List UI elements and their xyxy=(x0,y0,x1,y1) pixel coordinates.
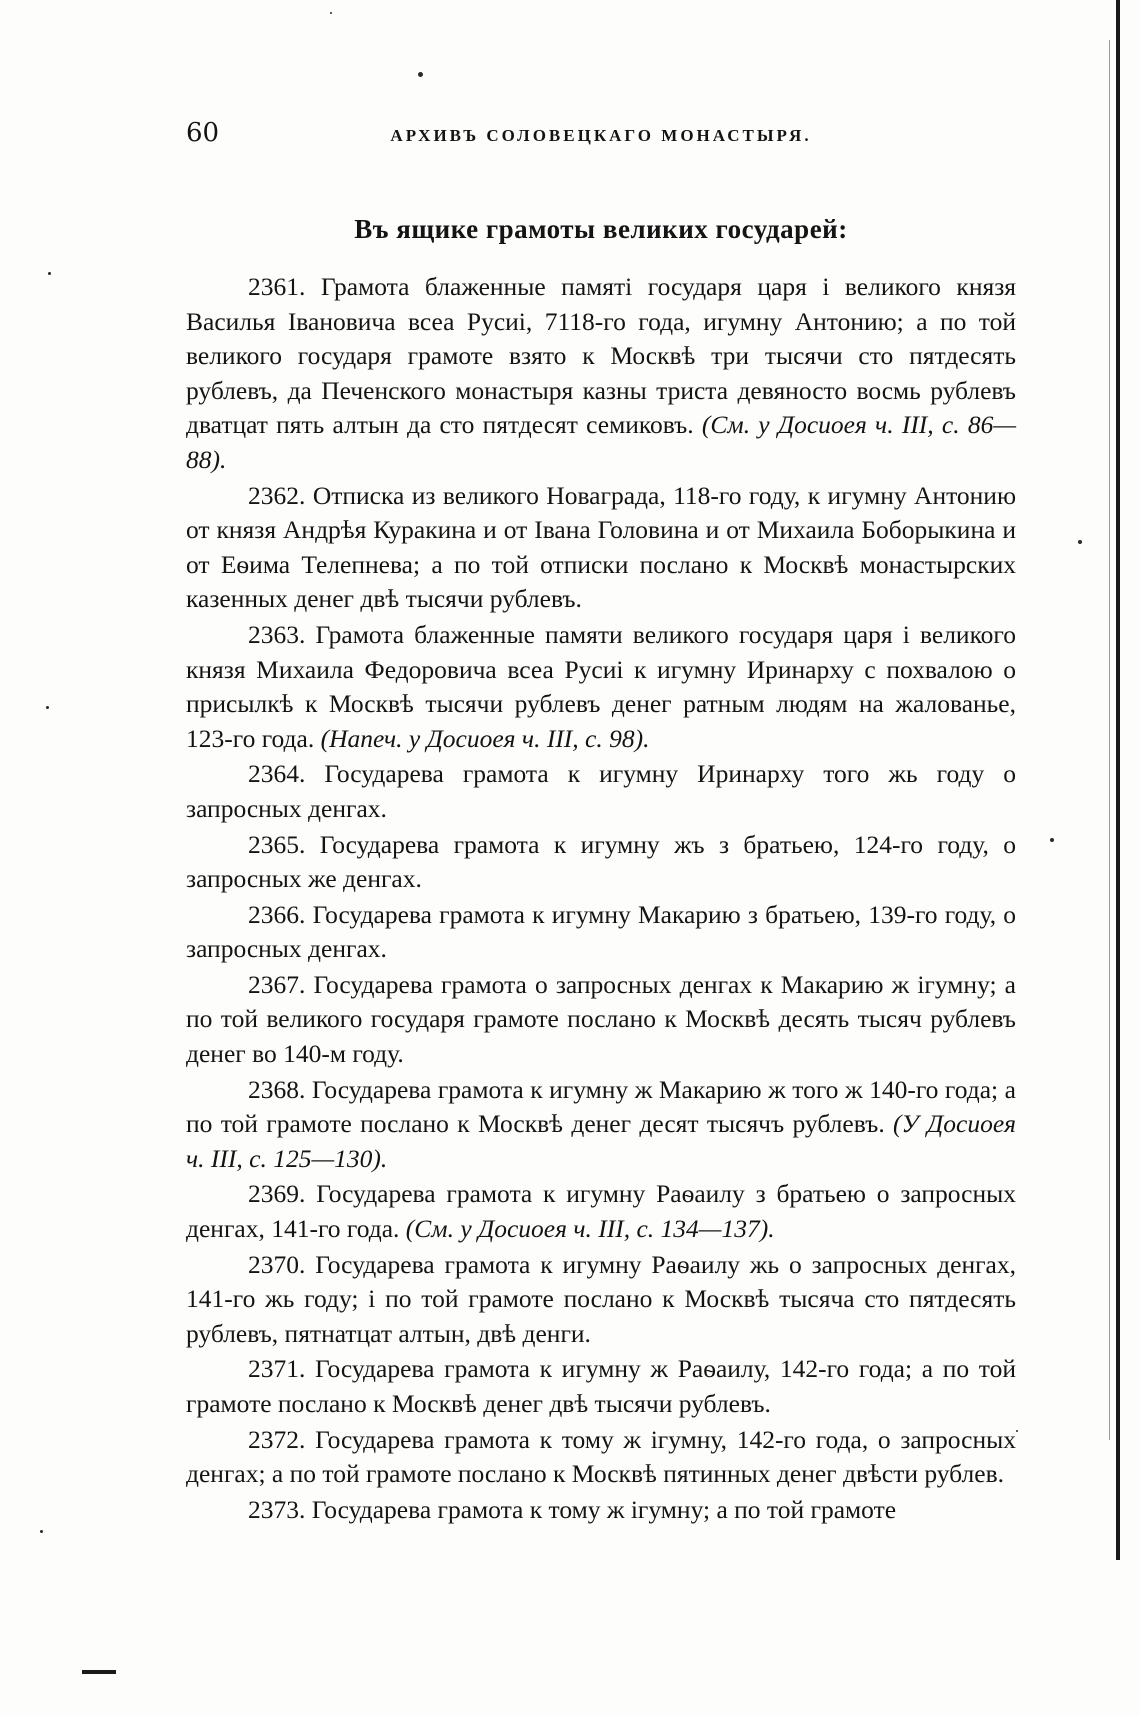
speck-mark xyxy=(1016,1430,1018,1432)
entry-number: 2367. xyxy=(248,969,306,999)
entry-2373 xyxy=(186,1493,1016,1528)
running-title: АРХИВЪ СОЛОВЕЦКАГО МОНАСТЫРЯ. xyxy=(390,126,812,145)
entry-number: 2361. xyxy=(248,272,306,301)
speck-mark xyxy=(1050,838,1054,842)
entry-number: 2366. xyxy=(248,899,306,929)
entry-text: Государева грамота о запросных денгах к Макарию ж ігумну; а по той великого государя грамоте послано к Москвѣ десять тысяч рублевъ денег во 140-м году. xyxy=(186,969,1016,1069)
entry-2371 xyxy=(186,1352,1016,1421)
entry-2363 xyxy=(186,618,1016,756)
entry-2372 xyxy=(186,1423,1016,1492)
entry-reference: (Напеч. у Досиоея ч. III, с. 98). xyxy=(320,723,650,753)
entry-number: 2370. xyxy=(248,1249,306,1279)
entry-2361 xyxy=(186,270,1016,478)
scan-edge-fine-line xyxy=(1109,40,1110,1440)
section-title: Въ ящике грамоты великих государей: xyxy=(354,214,848,244)
entries-list xyxy=(186,270,1016,1528)
entry-2370 xyxy=(186,1248,1016,1352)
entry-reference: (См. у Досиоея ч. III, с. 134—137). xyxy=(405,1214,775,1244)
edge-dash-mark xyxy=(82,1670,116,1674)
speck-mark xyxy=(418,72,423,77)
entry-number: 2368. xyxy=(248,1074,306,1104)
entry-number: 2365. xyxy=(248,829,306,859)
entry-number: 2371. xyxy=(248,1354,306,1384)
entry-2364 xyxy=(186,757,1016,826)
entry-text: Государева грамота к игумну Иринарху того жь году о запросных денгах. xyxy=(186,759,1017,823)
entry-text: Государева грамота к тому ж ігумну; а по той грамоте xyxy=(311,1494,897,1524)
entry-reference: (У Досиоея ч. III, с. 125—130). xyxy=(186,1109,1016,1173)
entry-text: Государева грамота к тому ж ігумну, 142-го года, о запросных денгах; а по той грамоте послано к Москвѣ пятинных денег двѣсти рублев. xyxy=(186,1424,1017,1489)
speck-mark xyxy=(40,1530,43,1533)
entry-number: 2373. xyxy=(248,1494,306,1524)
entry-text: Отписка из великого Новаграда, 118-го году, к игумну Антонию от князя Андрѣя Куракина и от Івана Головина и от Михаила Боборыкина и от Еѳима Телепнева; а по той отписки послано к Москвѣ монастырских казенных денег двѣ тысячи рублевъ. xyxy=(186,480,1016,614)
entry-number: 2362. xyxy=(248,480,306,510)
entry-2368 xyxy=(186,1073,1016,1177)
scan-edge-line xyxy=(1116,0,1120,1560)
entry-reference: (См. у Досиоея ч. III, с. 86—88). xyxy=(186,410,1017,474)
speck-mark xyxy=(330,12,332,14)
speck-mark xyxy=(48,272,51,275)
entry-text: Государева грамота к игумну Раѳаилу з братьею о запросных денгах, 141-го года. xyxy=(186,1179,1016,1244)
entry-number: 2363. xyxy=(248,619,306,649)
entry-text: Грамота блаженные памяті государя царя і великого князя Василья Івановича всеа Русиі, 7118-го года, игумну Антонию; а по той великого государя грамоте взято к Москвѣ три тысячи сто пятдесять рублевъ, да Печенского монастыря казны триста девяносто восмь рублевъ дватцат пять алтын да сто пятдесят семиковъ. xyxy=(186,272,1016,440)
entry-text: Государева грамота к игумну Раѳаилу жь о запросных денгах, 141-го жь году; і по той грамоте послано к Москвѣ тысяча сто пятдесять рублевъ, пятнатцат алтын, двѣ денги. xyxy=(186,1249,1016,1348)
entry-text: Государева грамота к игумну ж Раѳаилу, 142-го года; а по той грамоте послано к Москвѣ денег двѣ тысячи рублевъ. xyxy=(186,1354,1016,1418)
page-number: 60 xyxy=(186,118,220,148)
page-header xyxy=(186,118,1016,158)
entry-2369 xyxy=(186,1177,1016,1246)
entry-2365 xyxy=(186,828,1016,897)
entry-2366 xyxy=(186,898,1016,967)
entry-text: Грамота блаженные памяти великого государя царя і великого князя Михаила Федоровича всеа Русиі к игумну Иринарху с похвалою о присылкѣ к Москвѣ тысячи рублевъ денег ратным людям на жалованье, 123-го года. xyxy=(186,619,1016,753)
entry-text: Государева грамота к игумну жъ з братьею, 124-го году, о запросных же денгах. xyxy=(186,829,1017,894)
entry-number: 2364. xyxy=(248,759,306,789)
entry-text: Государева грамота к игумну ж Макарию ж того ж 140-го года; а по той грамоте послано к Москвѣ денег десят тысячъ рублевъ. xyxy=(186,1074,1016,1139)
speck-mark xyxy=(46,706,49,709)
entry-2367 xyxy=(186,968,1016,1072)
entry-text: Государева грамота к игумну Макарию з братьею, 139-го году, о запросных денгах. xyxy=(186,899,1017,964)
entry-number: 2369. xyxy=(248,1179,306,1209)
entry-number: 2372. xyxy=(248,1424,306,1454)
entry-2362 xyxy=(186,479,1016,617)
speck-mark xyxy=(1078,540,1082,544)
